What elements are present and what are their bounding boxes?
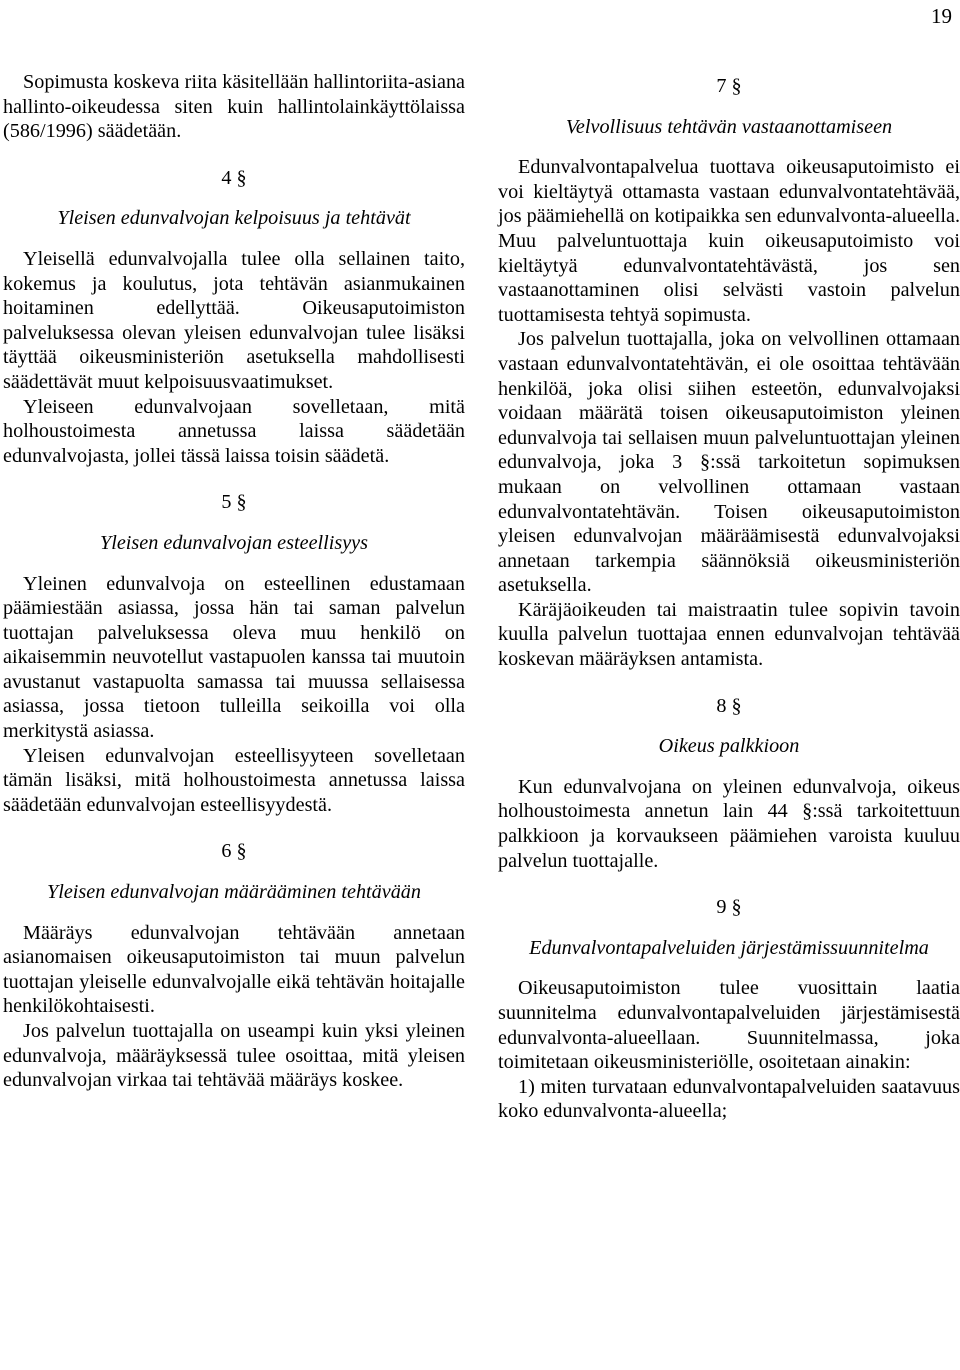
section-4-paragraph-2: Yleiseen edunvalvojaan sovelletaan, mitä holhoustoimesta annetussa laissa säädetään edunvalvojasta, jollei tässä laissa toisin säädetä. [3, 395, 465, 467]
intro-paragraph: Sopimusta koskeva riita käsitellään hallintoriita-asiana hallinto-oikeudessa siten kuin hallintolainkäyttölaissa (586/1996) säädetään. [3, 71, 465, 143]
section-6-number: 6 § [221, 840, 247, 863]
section-6-paragraph-2: Jos palvelun tuottajalla on useampi kuin yksi yleinen edunvalvoja, määräyksessä tulee osoittaa, mitä yleisen edunvalvojan virkaa tai tehtävää määräys koskee. [3, 1020, 465, 1092]
page-number: 19 [931, 4, 952, 28]
section-9-list-item-1: 1) miten turvataan edunvalvontapalveluiden saatavuus koko edunvalvonta-alueella; [498, 1075, 960, 1123]
section-6-paragraph-1: Määräys edunvalvojan tehtävään annetaan asianomaisen oikeusaputoimiston tai muun palvelun tuottajan yleiselle edunvalvojalle eikä tehtävän hoitajalle henkilökohtaisesti. [3, 921, 465, 1018]
section-4-paragraph-1: Yleisellä edunvalvojalla tulee olla sellainen taito, kokemus ja koulutus, jota tehtävän asianmukainen hoitaminen edellyttää. Oikeusaputoimiston palveluksessa olevan yleisen edunvalvojan tulee lisäksi täyttää oikeusministeriön asetuksella mahdollisesti säädettävät muut kelpoisuusvaatimukset. [3, 247, 465, 393]
section-8-paragraph-1: Kun edunvalvojana on yleinen edunvalvoja, oikeus holhoustoimesta annetun lain 44 §:ssä tarkoitettuun palkkioon ja korvaukseen päämiehen varoista kuuluu palvelun tuottajalle. [498, 775, 960, 872]
right-column [498, 70, 960, 1124]
section-9-title: Edunvalvontapalveluiden järjestämissuunnitelma [529, 936, 929, 959]
section-9-number: 9 § [716, 896, 742, 919]
section-7-paragraph-2: Jos palvelun tuottajalla, joka on velvollinen ottamaan vastaan edunvalvontatehtävän, ei ole osoittaa tehtävään henkilöä, joka olisi siihen esteetön, edunvalvojaksi voidaan määrätä toisen oikeusaputoimiston yleinen edunvalvoja tai sellaisen muun palveluntuottajan yleinen edunvalvoja, joka 3 §:ssä tarkoitetun sopimuksen mukaan on velvollinen ottamaan vastaan edunvalvontatehtävän. Toisen oikeusaputoimiston yleisen edunvalvojan määräämisestä edunvalvojaksi annetaan tarkempia säännöksiä oikeusministeriön asetuksella. [498, 328, 960, 597]
left-column [3, 70, 465, 1093]
section-4-title: Yleisen edunvalvojan kelpoisuus ja tehtävät [57, 207, 411, 230]
section-5-paragraph-1: Yleinen edunvalvoja on esteellinen edustamaan päämiestään asiassa, jossa hän tai saman palvelun tuottajan palveluksessa oleva muu henkilö on aikaisemmin neuvotellut vastapuolen kanssa tai muutoin avustanut vastapuolta samassa tai muussa sellaisessa asiassa, jossa tietoon tulleilla seikoilla voi olla merkitystä asiassa. [3, 572, 465, 743]
section-7-paragraph-1: Edunvalvontapalvelua tuottava oikeusaputoimisto ei voi kieltäytyä ottamasta vastaan edunvalvontatehtävää, jos päämiehellä on kotipaikka sen edunvalvonta-alueella. Muu palveluntuottaja kuin oikeusaputoimisto voi kieltäytyä edunvalvontatehtävästä, jos sen vastaanottaminen olisi selvästi vastoin palvelun tuottamisesta tehtyä sopimusta. [498, 156, 960, 326]
section-5-number: 5 § [221, 491, 247, 514]
section-6-title: Yleisen edunvalvojan määrääminen tehtävään [47, 881, 421, 904]
section-4-number: 4 § [221, 166, 247, 189]
section-9-paragraph-1: Oikeusaputoimiston tulee vuosittain laatia suunnitelma edunvalvontapalveluiden järjestämisestä edunvalvonta-alueellaan. Suunnitelmassa, joka toimitetaan oikeusministeriölle, osoitetaan ainakin: [498, 977, 960, 1074]
section-8-title: Oikeus palkkioon [658, 735, 800, 758]
section-8-number: 8 § [716, 694, 742, 717]
section-7-paragraph-3: Käräjäoikeuden tai maistraatin tulee sopivin tavoin kuulla palvelun tuottajaa ennen edunvalvojan tehtävää koskevan määräyksen antamista. [498, 598, 960, 671]
section-7-title: Velvollisuus tehtävän vastaanottamiseen [565, 115, 893, 138]
section-5-title: Yleisen edunvalvojan esteellisyys [100, 531, 368, 554]
section-5-paragraph-2: Yleisen edunvalvojan esteellisyyteen sovelletaan tämän lisäksi, mitä holhoustoimesta annetussa laissa säädetään edunvalvojan esteellisyydestä. [3, 744, 465, 816]
section-7-number: 7 § [716, 75, 742, 97]
